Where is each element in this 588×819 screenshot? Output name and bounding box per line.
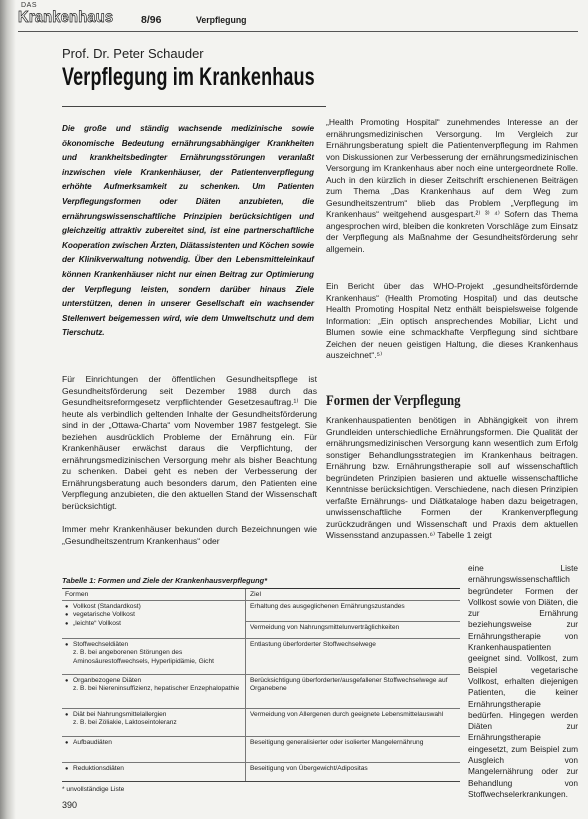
table-goal-item: Erhaltung des ausgeglichenen Ernährungszustandes: [250, 603, 405, 610]
table-cell-forms: [62, 709, 245, 736]
title-rule: [62, 106, 326, 107]
table-row: [62, 763, 460, 781]
table-header-goal: Ziel: [245, 589, 460, 600]
table-form-example: z. B. bei Niereninsuffizienz, hepatischer Enzephalopathie: [73, 685, 240, 693]
table-form-item: ● Stoffwechseldiäten: [65, 641, 242, 649]
table-cell-goal: Beseitigung generalisierter oder isolierter Mangelernährung: [245, 737, 460, 762]
table-row: [62, 737, 460, 763]
table-cell-goal: Berücksichtigung überforderter/ausgefallener Stoffwechselwege auf Organebene: [245, 675, 460, 708]
table-cell-goal: Vermeidung von Allergenen durch geeignete Lebensmittelauswahl: [245, 709, 460, 736]
table-form-example: z. B. bei Zöliakie, Laktoseintoleranz: [73, 719, 177, 727]
section-paragraph: [326, 415, 578, 542]
journal-logo-prefix: DAS: [21, 2, 38, 9]
journal-logo: Krankenhaus: [18, 9, 114, 26]
table-form-example: z. B. bei angeborenen Störungen des Aminosäurestoffwechsels, Hyperlipidämie, Gicht: [73, 649, 214, 665]
section-heading: Formen der Verpflegung: [326, 393, 461, 409]
body-paragraph: Immer mehr Krankenhäuser bekunden durch Bezeichnungen wie „Gesundheitszentrum Krankenhaus“ oder: [62, 524, 317, 546]
table-row: [62, 709, 460, 737]
table-cell-goal: Entlastung überforderter Stoffwechselwege: [245, 639, 460, 674]
table-header-forms: Formen: [65, 591, 89, 598]
table-cell-forms: [62, 737, 245, 762]
table-cell-goal: [245, 601, 460, 638]
article-abstract: Die große und ständig wachsende medizinische sowie ökonomische Bedeutung ernährungsabhängiger Krankheiten und krankheitsbedingter Ernährungsstörungen veranlaßt inzwischen viele Krankenhäuser, der Patientenverpflegung erhöhte Aufmerksamkeit zu schenken. Um Patienten Verpflegungsformen oder Diäten anzubieten, die ernährungswissenschaftliche Prinzipien berücksichtigen und gleichzeitig attraktiv zubereitet sind, ist eine partnerschaftliche Kooperation zwischen Ärzten, Diätassistenten und Köchen sowie der Klinikverwaltung notwendig. Über den Lebensmitteleinkauf können Krankenhäuser nicht nur einen Beitrag zur Optimierung der Verpflegung leisten, sondern darüber hinaus Ziele unterstützen, denen in unserer Gesellschaft ein wachsender Stellenwert beigemessen wird, wie dem Umweltschutz und dem Tierschutz.: [62, 124, 314, 338]
table-caption: Tabelle 1: Formen und Ziele der Krankenhausverpflegung*: [62, 576, 268, 585]
body-paragraph: Ein Bericht über das WHO-Projekt „gesundheitsfördernde Krankenhaus“ (Health Promoting Hospital) und das deutsche Health Promoting Hospital Netz enthält beispielsweise folgende Information: „Ein optisch ansprechendes Mobiliar, Licht und Blumen sowie eine schmackhafte Verpflegung sind sichtbare Zeichen der neuen geistigen Haltung, die dieses Krankenhaus auszeichnet“.⁵⁾: [326, 281, 578, 361]
table-form-item: ● Organbezogene Diäten: [65, 677, 242, 685]
body-paragraph: Krankenhauspatienten benötigen in Abhängigkeit von ihrem Grundleiden unterschiedliche Ernährungsformen. Die Qualität der ernährungsmedizinischen Versorgung kann wesentlich zum Erfolg sonstiger Behandlungsstrategien im Krankenhaus beitragen. Ernährung bzw. Ernährungstherapie soll auf wissenschaftlich begründeten Prinzipien basieren und aktuelle wissenschaftliche Kenntnisse berücksichtigen. Verschiedene, nach diesen Prinzipien verfaßte Ernährungs- und Diätkataloge haben dazu beigetragen, unwissenschaftliche Formen der Krankenverpflegung zurückzudrängen und Wissenschaft und Praxis dem aktuellen Wissensstand anzupassen.⁶⁾ Tabelle 1 zeigt: [326, 415, 578, 541]
table-cell-forms: [62, 675, 245, 708]
table-form-item: ● Vollkost (Standardkost): [65, 603, 242, 611]
body-paragraph: eine Liste ernährungswissenschaftlich begründeter Formen der Vollkost sowie von Diäten, die zur Ernährung beziehungsweise zur Ernährungstherapie von Krankenhauspatienten geeignet sind. Vollkost, zum Beispiel vegetarische Vollkost, erhalten diejenigen Patienten, die keiner Ernährungstherapie bedürfen. Hingegen werden Diäten zur Ernährungstherapie eingesetzt, zum Beispiel zum Ausgleich von Mangelernährung oder zur Behandlung von Stoffwechselerkrankungen.: [468, 563, 578, 799]
article-author: Prof. Dr. Peter Schauder: [62, 46, 204, 61]
issue-number: 8/96: [141, 14, 162, 26]
table-form-item: ● Aufbaudiäten: [65, 739, 242, 747]
article-title: Verpflegung im Krankenhaus: [62, 63, 315, 91]
body-paragraph: „Health Promoting Hospital“ zunehmendes Interesse an der ernährungsmedizinischen Versorgung. Im Vergleich zur Ernährungsberatung spielt die Patientenverpflegung im Rahmen von Diskussionen zur Verbesserung der ernährungsmedizinischen Versorgung im Krankenhaus aber noch eine untergeordnete Rolle. Auch in den kürzlich in dieser Zeitschrift erschienenen Beiträgen zum Thema „Das Krankenhaus auf dem Weg zum Gesundheitszentrum“ blieb das Problem „Verpflegung im Krankenhaus“ weitgehend ausgespart.²⁾ ³⁾ ⁴⁾ Sofern das Thema angesprochen wird, bleiben die konkreten Vorschläge zum Einsatz der Verpflegung als Maßnahme der Gesundheitsförderung sehr allgemein.: [326, 117, 578, 255]
table-row: [62, 639, 460, 675]
table-form-item: ● vegetarische Vollkost: [65, 611, 242, 619]
table-footnote: * unvollständige Liste: [62, 786, 125, 793]
table-cell-forms: [62, 763, 245, 781]
right-column-paragraph: [326, 117, 578, 256]
table-row: [62, 675, 460, 709]
section-name: Verpflegung: [196, 15, 247, 26]
page-number: 390: [62, 800, 78, 810]
table-form-item: ● Diät bei Nahrungsmittelallergien: [65, 711, 242, 719]
table-form-item: ● Reduktionsdiäten: [65, 765, 242, 773]
scan-edge-shadow: [0, 0, 16, 819]
table-form-item: ● „leichte“ Vollkost: [65, 620, 242, 628]
forms-goals-table: [62, 588, 460, 782]
section-paragraph-continued: [468, 563, 578, 800]
header-rule: [18, 31, 578, 32]
left-column-body: [62, 374, 317, 547]
table-cell-forms: [62, 639, 245, 674]
table-cell-forms: [62, 601, 245, 638]
table-header-row: [62, 589, 460, 601]
body-paragraph: Für Einrichtungen der öffentlichen Gesundheitspflege ist Gesundheitsförderung seit Dezember 1988 durch das Gesundheitsreformgesetz verpflichtender Gesetzesauftrag.¹⁾ Die heute als verbindlich geltenden Inhalte der Gesundheitsförderung sind in der „Ottawa-Charta“ vom November 1987 festgelegt. Sie beziehen ausdrücklich Probleme der Ernährung ein. Für Krankenhäuser erwächst daraus die Verpflichtung, der ernährungsmedizinischen Versorgung mehr als bisher Beachtung zu schenken. Dabei geht es neben der Verbesserung der Ernährungsberatung auch besonders darum, den Patienten eine Verpflegung anzubieten, die den aktuellen Stand der Wissenschaft berücksichtigt.: [62, 374, 317, 512]
table-goal-item: Vermeidung von Nahrungsmittelunverträglichkeiten: [246, 621, 460, 634]
table-row: [62, 601, 460, 639]
table-cell-goal: Beseitigung von Übergewicht/Adipositas: [245, 763, 460, 781]
right-column-paragraph: [326, 281, 578, 362]
